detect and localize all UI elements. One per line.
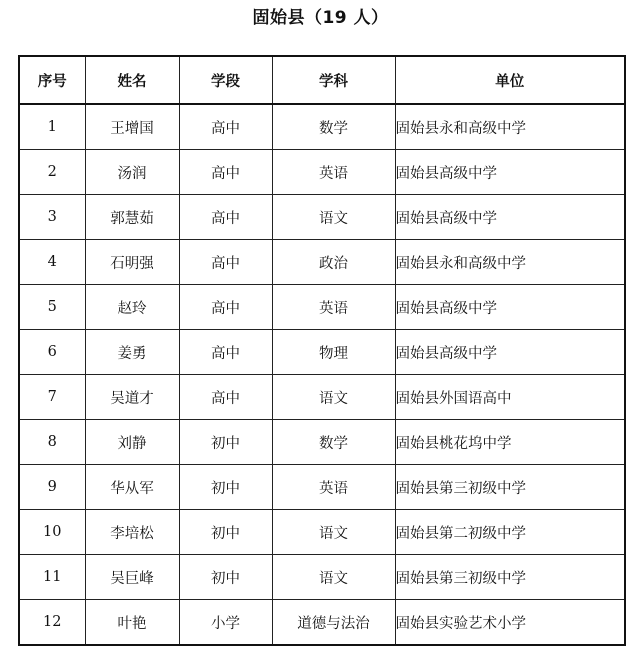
unit-cell: 固始县第三初级中学 bbox=[395, 555, 625, 600]
table-row bbox=[19, 600, 625, 646]
name-cell: 李培松 bbox=[85, 510, 179, 555]
stage-cell: 高中 bbox=[179, 150, 272, 195]
stage-cell: 高中 bbox=[179, 104, 272, 150]
subject-cell: 物理 bbox=[272, 330, 395, 375]
subject-cell: 英语 bbox=[272, 285, 395, 330]
name-cell: 吴道才 bbox=[85, 375, 179, 420]
subject-cell: 语文 bbox=[272, 510, 395, 555]
unit-cell: 固始县外国语高中 bbox=[395, 375, 625, 420]
table-row bbox=[19, 195, 625, 240]
stage-cell: 高中 bbox=[179, 195, 272, 240]
header-unit: 单位 bbox=[395, 56, 625, 104]
subject-cell: 语文 bbox=[272, 555, 395, 600]
subject-cell: 道德与法治 bbox=[272, 600, 395, 646]
table-row bbox=[19, 150, 625, 195]
unit-cell: 固始县实验艺术小学 bbox=[395, 600, 625, 646]
table-row bbox=[19, 104, 625, 150]
unit-cell: 固始县桃花坞中学 bbox=[395, 420, 625, 465]
stage-cell: 初中 bbox=[179, 555, 272, 600]
name-cell: 姜勇 bbox=[85, 330, 179, 375]
stage-cell: 高中 bbox=[179, 375, 272, 420]
table-body bbox=[19, 104, 625, 645]
subject-cell: 政治 bbox=[272, 240, 395, 285]
seq-cell: 8 bbox=[19, 420, 85, 465]
table-row bbox=[19, 240, 625, 285]
seq-cell: 1 bbox=[19, 104, 85, 150]
stage-cell: 初中 bbox=[179, 420, 272, 465]
stage-cell: 初中 bbox=[179, 465, 272, 510]
name-cell: 石明强 bbox=[85, 240, 179, 285]
name-cell: 刘静 bbox=[85, 420, 179, 465]
header-subject: 学科 bbox=[272, 56, 395, 104]
seq-cell: 3 bbox=[19, 195, 85, 240]
unit-cell: 固始县高级中学 bbox=[395, 150, 625, 195]
seq-cell: 10 bbox=[19, 510, 85, 555]
subject-cell: 语文 bbox=[272, 195, 395, 240]
name-cell: 郭慧茹 bbox=[85, 195, 179, 240]
name-cell: 汤润 bbox=[85, 150, 179, 195]
unit-cell: 固始县高级中学 bbox=[395, 330, 625, 375]
table-row bbox=[19, 375, 625, 420]
unit-cell: 固始县永和高级中学 bbox=[395, 104, 625, 150]
name-cell: 华从军 bbox=[85, 465, 179, 510]
seq-cell: 5 bbox=[19, 285, 85, 330]
unit-cell: 固始县高级中学 bbox=[395, 195, 625, 240]
name-cell: 吴巨峰 bbox=[85, 555, 179, 600]
table-row bbox=[19, 510, 625, 555]
header-seq: 序号 bbox=[19, 56, 85, 104]
stage-cell: 高中 bbox=[179, 330, 272, 375]
stage-cell: 高中 bbox=[179, 285, 272, 330]
seq-cell: 4 bbox=[19, 240, 85, 285]
header-stage: 学段 bbox=[179, 56, 272, 104]
unit-cell: 固始县永和高级中学 bbox=[395, 240, 625, 285]
stage-cell: 高中 bbox=[179, 240, 272, 285]
table-header-row bbox=[19, 56, 625, 104]
stage-cell: 小学 bbox=[179, 600, 272, 646]
table-row bbox=[19, 285, 625, 330]
seq-cell: 2 bbox=[19, 150, 85, 195]
seq-cell: 9 bbox=[19, 465, 85, 510]
table-row bbox=[19, 420, 625, 465]
subject-cell: 英语 bbox=[272, 465, 395, 510]
seq-cell: 7 bbox=[19, 375, 85, 420]
name-cell: 王增国 bbox=[85, 104, 179, 150]
unit-cell: 固始县高级中学 bbox=[395, 285, 625, 330]
table-row bbox=[19, 330, 625, 375]
header-name: 姓名 bbox=[85, 56, 179, 104]
subject-cell: 数学 bbox=[272, 420, 395, 465]
unit-cell: 固始县第三初级中学 bbox=[395, 465, 625, 510]
table-row bbox=[19, 465, 625, 510]
seq-cell: 12 bbox=[19, 600, 85, 646]
seq-cell: 11 bbox=[19, 555, 85, 600]
stage-cell: 初中 bbox=[179, 510, 272, 555]
table-row bbox=[19, 555, 625, 600]
subject-cell: 数学 bbox=[272, 104, 395, 150]
name-cell: 叶艳 bbox=[85, 600, 179, 646]
name-cell: 赵玲 bbox=[85, 285, 179, 330]
teacher-roster-table bbox=[18, 55, 626, 646]
page-title: 固始县（19 人） bbox=[252, 8, 389, 28]
subject-cell: 英语 bbox=[272, 150, 395, 195]
seq-cell: 6 bbox=[19, 330, 85, 375]
unit-cell: 固始县第二初级中学 bbox=[395, 510, 625, 555]
subject-cell: 语文 bbox=[272, 375, 395, 420]
